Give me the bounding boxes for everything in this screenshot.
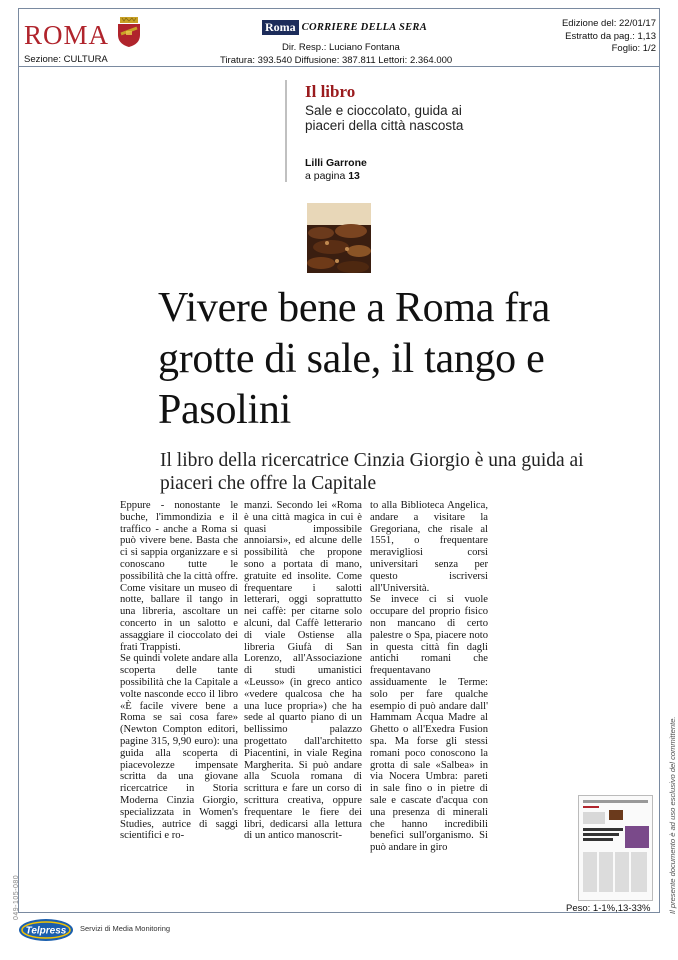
- telpress-logo-text: Telpress: [25, 925, 67, 937]
- teaser-page-number: 13: [348, 170, 360, 182]
- chocolate-photo: [307, 203, 371, 273]
- section-label: Sezione: CULTURA: [24, 54, 108, 65]
- roma-logo: ROMA: [24, 20, 110, 50]
- teaser-author: Lilli Garrone: [305, 157, 367, 169]
- edition-date: Edizione del: 22/01/17: [561, 18, 656, 29]
- sheet-number: Foglio: 1/2: [611, 43, 656, 54]
- teaser-title: Sale e cioccolato, guida ai piaceri della città nascosta: [305, 103, 464, 133]
- article-title: Vivere bene a Roma fra grotte di sale, il tango e Pasolini: [158, 285, 551, 433]
- extract-pages: Estratto da pag.: 1,13: [565, 30, 656, 42]
- article-column-2: manzi. Secondo lei «Roma è una città magica in cui è quasi impossibile annoiarsi», ed alcune delle possibilità che propone sono a portata di mano, gratuite ed insolite. Come frequentare i salotti letterari, oggi soprattutto nei caffè: per citarne solo alcuni, dal Caffè letterario di viale Ostiense alla libreria Giufà di San Lorenzo, all'Associazione di studi umanistici «Leusso» (in greco antico «vedere qualcosa che ha una luce propria») che ha sede al quarto piano di un bellissimo palazzo progettato dall'architetto Piacentini, in viale Regina Margherita. Si può andare alla Scuola romana di scrittura e fare un corso di scrittura creativa, oppure frequentare le fiere dei libri, dedicarsi alla lettura di un antico manoscrit-: [244, 500, 362, 842]
- circulation-line: Tiratura: 393.540 Diffusione: 387.811 Lettori: 2.364.000: [220, 55, 453, 66]
- vertical-notice: [658, 704, 677, 914]
- roma-crest-icon: [116, 17, 142, 47]
- weight-label: Peso: 1-1%,13-33%: [566, 903, 651, 914]
- telpress-tagline: Servizi di Media Monitoring: [80, 924, 171, 933]
- teaser-page-ref: [305, 170, 360, 182]
- document-code-text: 049-105-080: [13, 874, 20, 920]
- edition-info: [540, 18, 656, 56]
- publication-name: CORRIERE DELLA SERA: [301, 21, 427, 33]
- article-column-3: to alla Biblioteca Angelica, andare a visitare la Gregoriana, che risale al 1551, o frequentare meravigliosi corsi universitari senza per questo iscriversi all'Università. Se invece ci si vuole occupare del proprio fisico non mancano di certo palestre o Spa, piacere noto in questa città fin dagli antichi romani che frequentavano assiduamente le Terme: solo per fare qualche esempio di può andare dall' Hammam Acqua Madre al Ghetto o all'Exedra Fusion spa. Ma forse gli stessi romani poco conoscono la grotta di sale «Salbea» in via Nocera Umbra: pareti in sale fino o in pietre di sale e cascate d'acqua con una presenza di minerali che hanno incredibili benefici sull'organismo. Si può andare in giro: [370, 500, 488, 854]
- page-thumbnail: [578, 795, 653, 901]
- article-column-1: Eppure - nonostante le buche, l'immondizia e il traffico - anche a Roma si può vivere bene. Basta che ci si sappia organizzare e si conoscano tutte le possibilità che la città offre. Come visitare un museo di notte, ballare il tango in una libreria, ascoltare un concerto in un salotto e assaggiare il cioccolato dei frati Trappisti. Se quindi volete andare alla scoperta delle tante possibilità che la Capitale a volte nasconde ecco il libro «È facile vivere bene a Roma se sai cosa fare» (Newton Compton editori, pagine 315, 9,90 euro): una guida alla scoperta di piacevolezze impensate scritta da una giovane ricercatrice in Storia Moderna Cinzia Giorgio, specializzata in Women's Studies, autrice di saggi scientifici e ro-: [120, 500, 238, 842]
- director-line: Dir. Resp.: Luciano Fontana: [282, 42, 400, 53]
- telpress-logo: [18, 918, 74, 942]
- teaser-kicker: Il libro: [305, 82, 356, 101]
- header-divider: [18, 66, 660, 67]
- publication-masthead: [262, 18, 427, 36]
- document-code: [4, 850, 20, 920]
- vertical-notice-text: Il presente documento è ad uso esclusivo del committente.: [668, 716, 677, 914]
- article-subtitle: Il libro della ricercatrice Cinzia Giorgio è una guida ai piaceri che offre la Capitale: [160, 450, 584, 494]
- teaser-page-prefix: a pagina: [305, 170, 346, 182]
- publication-roma-label: Roma: [262, 20, 299, 35]
